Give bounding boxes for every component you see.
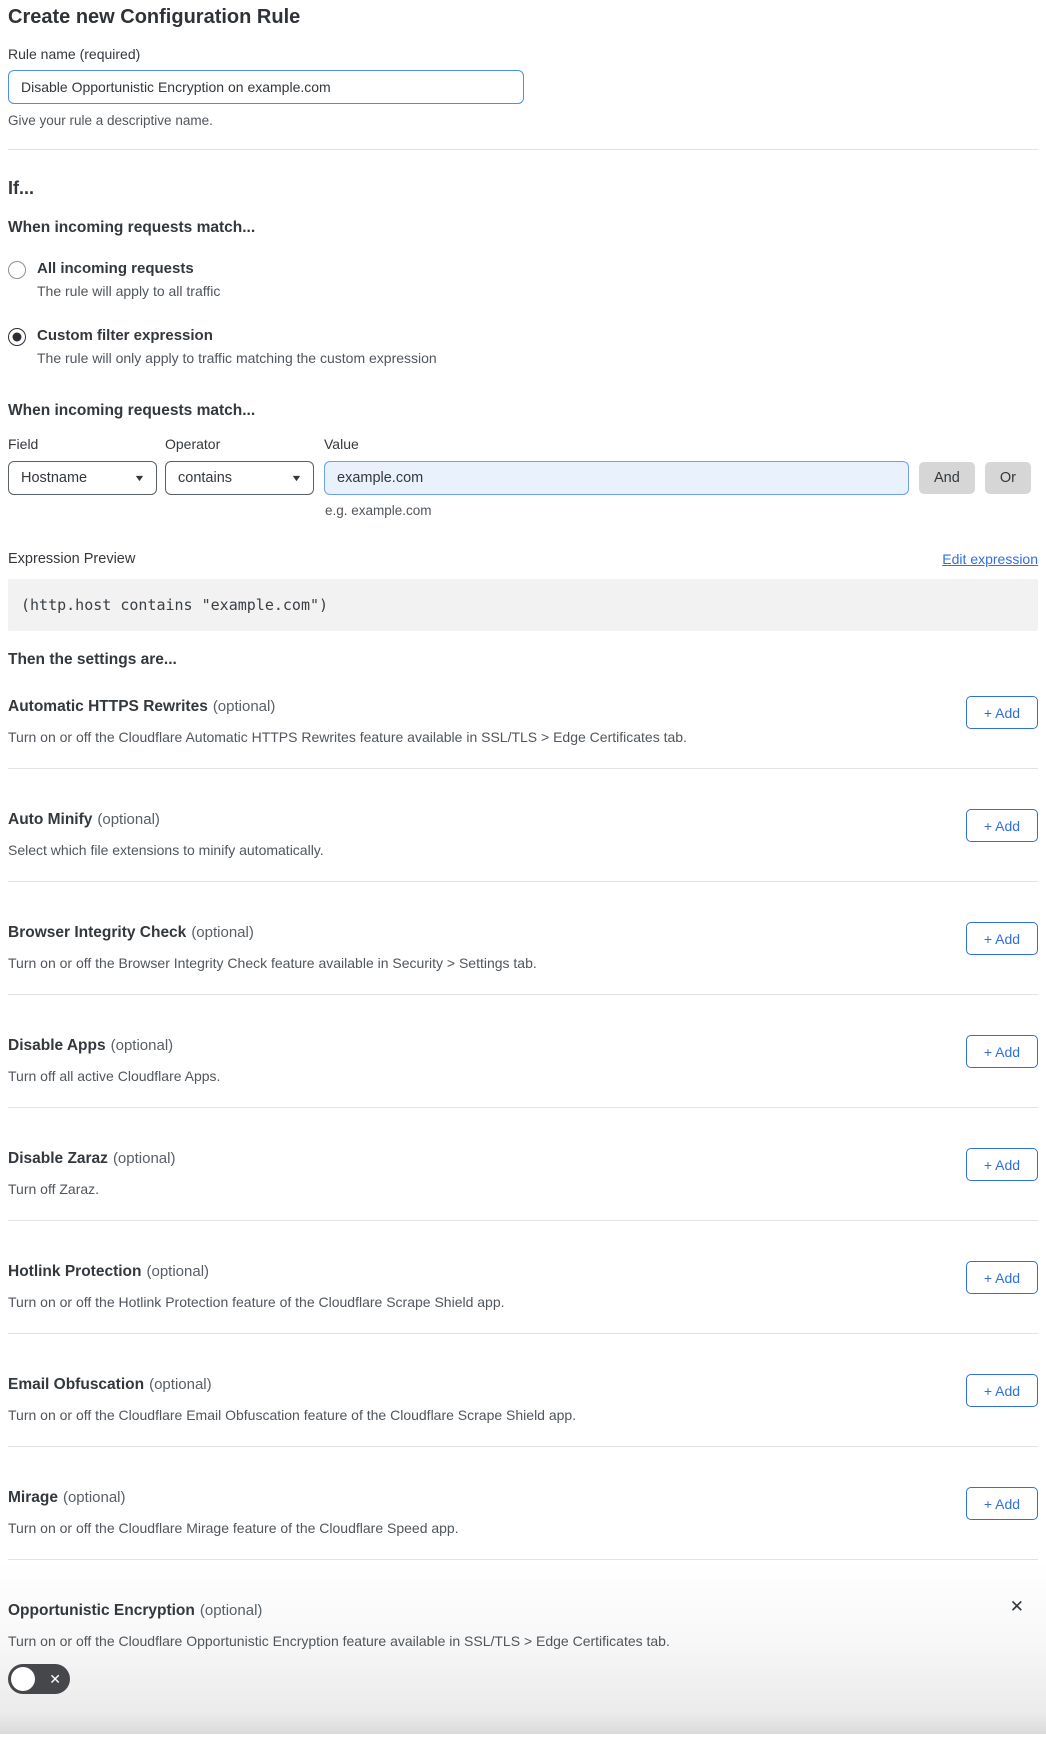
setting-row xyxy=(8,1447,1038,1560)
add-setting-button[interactable]: + Add xyxy=(966,1035,1038,1068)
field-label: Field xyxy=(8,436,39,452)
setting-title: Automatic HTTPS Rewrites xyxy=(8,698,208,715)
builder-labels-row xyxy=(8,436,1038,452)
setting-description: Turn on or off the Cloudflare Automatic HTTPS Rewrites feature available in SSL/TLS > Edge Certificates tab. xyxy=(8,729,687,745)
toggle-off-x-icon: ✕ xyxy=(49,1671,61,1687)
page-title: Create new Configuration Rule xyxy=(8,6,301,28)
add-setting-button[interactable]: + Add xyxy=(966,922,1038,955)
setting-description: Turn on or off the Browser Integrity Check feature available in Security > Settings tab. xyxy=(8,955,537,971)
setting-row xyxy=(8,669,1038,769)
settings-list xyxy=(8,669,1038,1734)
add-setting-button[interactable]: + Add xyxy=(966,1261,1038,1294)
expression-code-box xyxy=(8,579,1038,631)
setting-title: Hotlink Protection xyxy=(8,1263,142,1280)
add-setting-button[interactable]: + Add xyxy=(966,1148,1038,1181)
setting-row xyxy=(8,769,1038,882)
settings-heading: Then the settings are... xyxy=(8,651,177,668)
setting-description: Turn on or off the Hotlink Protection feature of the Cloudflare Scrape Shield app. xyxy=(8,1294,505,1310)
setting-row xyxy=(8,1221,1038,1334)
setting-optional-label: (optional) xyxy=(112,1150,176,1167)
add-setting-button[interactable]: + Add xyxy=(966,809,1038,842)
setting-description: Turn on or off the Cloudflare Email Obfuscation feature of the Cloudflare Scrape Shield app. xyxy=(8,1407,577,1423)
value-input[interactable] xyxy=(324,461,909,495)
match-type-radio-group xyxy=(8,260,1038,366)
expression-code: (http.host contains "example.com") xyxy=(21,596,329,614)
setting-description: Turn on or off the Cloudflare Opportunistic Encryption feature available in SSL/TLS > Edge Certificates tab. xyxy=(8,1633,670,1649)
chevron-down-icon: ▼ xyxy=(290,473,303,483)
or-button[interactable]: Or xyxy=(985,462,1031,494)
setting-title: Disable Zaraz xyxy=(8,1150,108,1167)
setting-title: Auto Minify xyxy=(8,811,93,828)
edit-expression-link[interactable]: Edit expression xyxy=(942,551,1038,567)
radio-description: The rule will only apply to traffic matching the custom expression xyxy=(37,350,437,366)
close-icon[interactable]: ✕ xyxy=(1009,1597,1024,1616)
setting-title: Browser Integrity Check xyxy=(8,924,187,941)
field-select-value: Hostname xyxy=(21,470,88,486)
section-divider xyxy=(8,149,1038,150)
radio-button-icon[interactable] xyxy=(8,328,26,346)
setting-optional-label: (optional) xyxy=(62,1489,126,1506)
operator-select-value: contains xyxy=(178,470,233,486)
setting-row xyxy=(8,995,1038,1108)
field-select[interactable] xyxy=(8,461,157,495)
setting-row xyxy=(8,1108,1038,1221)
setting-optional-label: (optional) xyxy=(110,1037,174,1054)
setting-toggle[interactable] xyxy=(8,1664,70,1694)
setting-optional-label: (optional) xyxy=(149,1376,212,1393)
add-setting-button[interactable]: + Add xyxy=(966,1374,1038,1407)
and-button[interactable]: And xyxy=(919,462,975,494)
operator-label: Operator xyxy=(165,436,221,452)
match-subheading: When incoming requests match... xyxy=(8,219,256,236)
add-setting-button[interactable]: + Add xyxy=(966,696,1038,729)
setting-title: Disable Apps xyxy=(8,1037,106,1054)
builder-heading: When incoming requests match... xyxy=(8,402,256,419)
chevron-down-icon: ▼ xyxy=(133,473,146,483)
add-setting-button[interactable]: + Add xyxy=(966,1487,1038,1520)
radio-description: The rule will apply to all traffic xyxy=(37,283,221,299)
value-label: Value xyxy=(324,436,359,452)
value-helper: e.g. example.com xyxy=(325,503,432,518)
rule-name-helper: Give your rule a descriptive name. xyxy=(8,113,213,128)
setting-description: Turn off Zaraz. xyxy=(8,1181,100,1197)
radio-label: All incoming requests xyxy=(37,260,194,277)
setting-row xyxy=(0,1560,1046,1734)
setting-optional-label: (optional) xyxy=(212,698,276,715)
rule-name-label: Rule name (required) xyxy=(8,46,141,62)
setting-description: Select which file extensions to minify automatically. xyxy=(8,842,324,858)
setting-title: Email Obfuscation xyxy=(8,1376,145,1393)
setting-title: Opportunistic Encryption xyxy=(8,1602,195,1619)
setting-row xyxy=(8,882,1038,995)
operator-select[interactable] xyxy=(165,461,314,495)
builder-controls-row xyxy=(8,461,1038,495)
setting-title: Mirage xyxy=(8,1489,58,1506)
setting-optional-label: (optional) xyxy=(191,924,254,941)
setting-optional-label: (optional) xyxy=(97,811,160,828)
expression-preview-label: Expression Preview xyxy=(8,551,136,567)
radio-button-icon[interactable] xyxy=(8,261,26,279)
radio-custom-filter-expression[interactable] xyxy=(8,327,1038,366)
expression-preview-row xyxy=(8,551,1038,567)
setting-description: Turn on or off the Cloudflare Mirage feature of the Cloudflare Speed app. xyxy=(8,1520,459,1536)
setting-description: Turn off all active Cloudflare Apps. xyxy=(8,1068,221,1084)
toggle-knob xyxy=(11,1667,35,1691)
if-heading: If... xyxy=(8,178,34,198)
rule-name-input[interactable] xyxy=(8,70,524,104)
radio-all-incoming-requests[interactable] xyxy=(8,260,1038,299)
setting-row xyxy=(8,1334,1038,1447)
radio-label: Custom filter expression xyxy=(37,327,213,344)
setting-optional-label: (optional) xyxy=(199,1602,263,1619)
setting-optional-label: (optional) xyxy=(146,1263,210,1280)
